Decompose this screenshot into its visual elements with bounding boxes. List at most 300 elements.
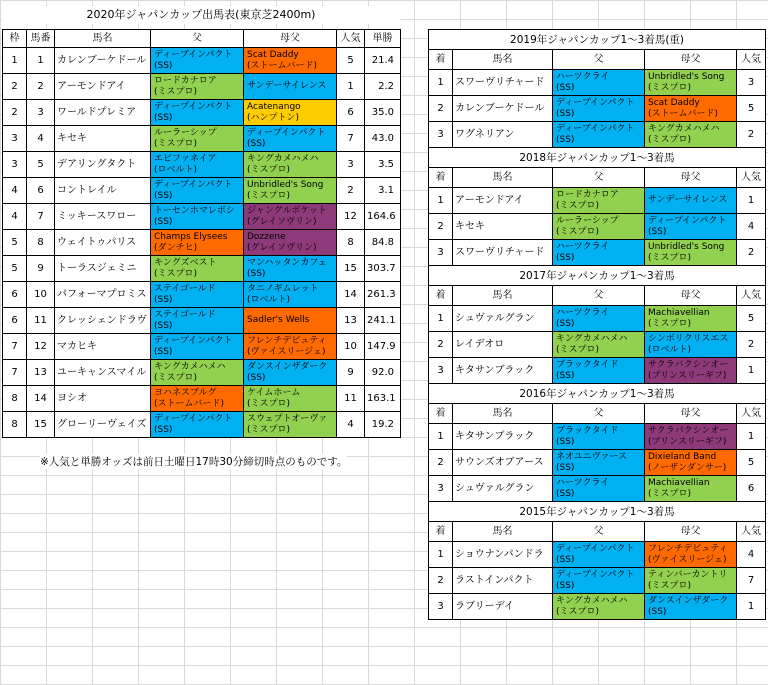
odds-cell: 147.9	[365, 334, 401, 360]
sire-cell-name: ディープインパクト	[556, 569, 635, 580]
waku-cell: 3	[3, 126, 27, 152]
umaban-cell: 11	[27, 308, 55, 334]
dam-sire-cell-name: マンハッタンカフェ	[247, 257, 327, 268]
dam-sire-cell-name: スウェプトオーヴァ	[247, 413, 328, 424]
dam-sire-cell-name: Unbridled's Song	[247, 179, 324, 190]
horse-name-cell: キタサンブラック	[453, 358, 553, 384]
dam-sire-cell	[645, 96, 737, 122]
odds-cell: 21.4	[365, 48, 401, 74]
dam-sire-cell	[645, 306, 737, 332]
entry-row	[3, 178, 401, 204]
dam-sire-cell-line: (プリンスリーギフ)	[648, 436, 727, 447]
section-title-row	[429, 266, 766, 286]
dam-sire-cell-name: Machiavellian	[648, 307, 710, 318]
section-title-row	[429, 30, 766, 50]
header-cell: 馬名	[453, 522, 553, 542]
sire-cell-line: (ミスプロ)	[556, 606, 600, 617]
header-cell: 父	[553, 50, 645, 70]
odds-cell: 92.0	[365, 360, 401, 386]
umaban-cell: 14	[27, 386, 55, 412]
sire-cell-name: ステイゴールド	[154, 309, 216, 320]
sire-cell-line: (ロベルト)	[154, 164, 198, 175]
rank-cell: 1	[429, 542, 453, 568]
sire-cell-line: (SS)	[154, 60, 173, 71]
horse-name-cell: ワールドプレミア	[55, 100, 151, 126]
dam-sire-cell-name: ディープインパクト	[648, 215, 727, 226]
dam-sire-cell	[244, 412, 337, 438]
umaban-cell: 13	[27, 360, 55, 386]
entry-row	[3, 386, 401, 412]
dam-sire-cell-line: (ミスプロ)	[648, 488, 692, 499]
umaban-cell: 7	[27, 204, 55, 230]
popularity-cell: 12	[337, 204, 365, 230]
umaban-cell: 1	[27, 48, 55, 74]
popularity-cell: 11	[337, 386, 365, 412]
rank-cell: 2	[429, 96, 453, 122]
entry-row	[3, 230, 401, 256]
sire-cell-line: (SS)	[154, 320, 173, 331]
sire-cell-line: (ミスプロ)	[154, 138, 198, 149]
sire-cell-line: (SS)	[154, 424, 173, 435]
header-cell: 人気	[737, 168, 766, 188]
popularity-cell: 1	[737, 594, 766, 620]
sire-cell-name: ネオユニヴァース	[556, 451, 628, 462]
rank-cell: 3	[429, 476, 453, 502]
dam-sire-cell-name: Unbridled's Song	[648, 71, 725, 82]
dam-sire-cell-line: (SS)	[247, 138, 266, 149]
past-result-row	[429, 568, 766, 594]
sire-cell-line: (SS)	[556, 318, 575, 329]
sire-cell	[151, 282, 244, 308]
main-title: 2020年ジャパンカップ出馬表(東京芝2400m)	[2, 6, 400, 24]
header-cell: 父	[553, 522, 645, 542]
dam-sire-cell-line: (SS)	[247, 372, 266, 383]
sire-cell-name: ブラックタイド	[556, 359, 619, 370]
past-results-table	[428, 29, 766, 148]
dam-sire-cell-line: (ミスプロ)	[247, 398, 291, 409]
header-cell: 着	[429, 168, 453, 188]
odds-cell: 2.2	[365, 74, 401, 100]
waku-cell: 2	[3, 74, 27, 100]
header-cell: 馬名	[453, 50, 553, 70]
waku-cell: 8	[3, 386, 27, 412]
waku-cell: 5	[3, 230, 27, 256]
header-cell: 馬番	[27, 30, 55, 48]
popularity-cell: 6	[337, 100, 365, 126]
horse-name-cell: コントレイル	[55, 178, 151, 204]
horse-name-cell: キセキ	[55, 126, 151, 152]
header-cell: 馬名	[55, 30, 151, 48]
waku-cell: 5	[3, 256, 27, 282]
past-results-table	[428, 383, 766, 502]
popularity-cell: 1	[337, 74, 365, 100]
rank-cell: 3	[429, 122, 453, 148]
dam-sire-cell-name: フレンチデピュティ	[247, 335, 327, 346]
entry-row	[3, 74, 401, 100]
sire-cell-line: (SS)	[556, 462, 575, 473]
waku-cell: 6	[3, 308, 27, 334]
past-result-row	[429, 594, 766, 620]
horse-name-cell: スワーヴリチャード	[453, 240, 553, 266]
past-header-row	[429, 168, 766, 188]
dam-sire-cell	[645, 450, 737, 476]
dam-sire-cell-line: (SS)	[648, 226, 667, 237]
header-cell: 単勝	[365, 30, 401, 48]
dam-sire-cell-line: (ミスプロ)	[247, 424, 291, 435]
dam-sire-cell-name: サクラバクシンオー	[648, 359, 729, 370]
dam-sire-cell	[645, 358, 737, 384]
sire-cell-name: Champs Elysees	[154, 231, 228, 242]
horse-name-cell: アーモンドアイ	[55, 74, 151, 100]
odds-cell: 84.8	[365, 230, 401, 256]
sire-cell	[151, 48, 244, 74]
odds-cell: 3.5	[365, 152, 401, 178]
sire-cell-line: (SS)	[556, 554, 575, 565]
horse-name-cell: カレンブーケドール	[453, 96, 553, 122]
dam-sire-cell-line: (ミスプロ)	[648, 134, 692, 145]
sire-cell-line: (ミスプロ)	[556, 226, 600, 237]
dam-sire-cell-line: (SS)	[247, 268, 266, 279]
header-cell: 着	[429, 286, 453, 306]
dam-sire-cell	[645, 70, 737, 96]
popularity-cell: 3	[337, 152, 365, 178]
dam-sire-cell-line: (ミスプロ)	[648, 318, 692, 329]
dam-sire-cell	[645, 476, 737, 502]
odds-cell: 164.6	[365, 204, 401, 230]
sire-cell-name: ハーツクライ	[556, 477, 610, 488]
dam-sire-cell	[244, 386, 337, 412]
rank-cell: 2	[429, 568, 453, 594]
sire-cell-name: ディープインパクト	[556, 543, 635, 554]
past-result-row	[429, 188, 766, 214]
entry-row	[3, 256, 401, 282]
dam-sire-cell-line: (ミスプロ)	[247, 164, 291, 175]
past-result-row	[429, 476, 766, 502]
sire-cell	[553, 332, 645, 358]
popularity-cell: 5	[337, 48, 365, 74]
sire-cell-name: ルーラーシップ	[556, 215, 619, 226]
dam-sire-cell	[645, 122, 737, 148]
popularity-cell: 1	[737, 424, 766, 450]
past-result-row	[429, 542, 766, 568]
sire-cell	[151, 412, 244, 438]
popularity-cell: 2	[737, 122, 766, 148]
rank-cell: 1	[429, 188, 453, 214]
popularity-cell: 8	[337, 230, 365, 256]
waku-cell: 4	[3, 204, 27, 230]
horse-name-cell: ウェイトゥパリス	[55, 230, 151, 256]
odds-cell: 3.1	[365, 178, 401, 204]
horse-name-cell: キタサンブラック	[453, 424, 553, 450]
dam-sire-cell-name: ダンスインザダーク	[648, 595, 729, 606]
header-cell: 父	[553, 168, 645, 188]
section-title-row	[429, 148, 766, 168]
horse-name-cell: シュヴァルグラン	[453, 306, 553, 332]
past-header-row	[429, 522, 766, 542]
sire-cell	[151, 256, 244, 282]
dam-sire-cell-line: (プリンスリーギフ)	[648, 370, 727, 381]
odds-cell: 241.1	[365, 308, 401, 334]
waku-cell: 2	[3, 100, 27, 126]
popularity-cell: 5	[737, 96, 766, 122]
header-cell: 馬名	[453, 168, 553, 188]
sire-cell	[553, 450, 645, 476]
sire-cell	[553, 542, 645, 568]
dam-sire-cell-line: (ヴァイスリージェ)	[247, 346, 326, 357]
entry-row	[3, 360, 401, 386]
header-cell: 母父	[645, 522, 737, 542]
past-result-row	[429, 450, 766, 476]
past-result-row	[429, 332, 766, 358]
past-result-row	[429, 70, 766, 96]
horse-name-cell: キセキ	[453, 214, 553, 240]
horse-name-cell: レイデオロ	[453, 332, 553, 358]
horse-name-cell: デアリングタクト	[55, 152, 151, 178]
umaban-cell: 15	[27, 412, 55, 438]
past-result-row	[429, 424, 766, 450]
entry-row	[3, 334, 401, 360]
sire-cell-name: トーセンホマレボシ	[154, 205, 235, 216]
dam-sire-cell-name: Dozzene	[247, 231, 286, 242]
dam-sire-cell	[645, 542, 737, 568]
dam-sire-cell-line: (ストームバード)	[648, 108, 719, 119]
sire-cell-line: (ミスプロ)	[154, 86, 198, 97]
dam-sire-cell	[244, 100, 337, 126]
sire-cell-name: ステイゴールド	[154, 283, 216, 294]
rank-cell: 1	[429, 306, 453, 332]
header-cell: 母父	[645, 50, 737, 70]
past-result-row	[429, 122, 766, 148]
dam-sire-cell-name: サンデーサイレンス	[648, 195, 728, 205]
sire-cell	[151, 178, 244, 204]
dam-sire-cell-name: Acatenango	[247, 101, 301, 112]
popularity-cell: 5	[737, 306, 766, 332]
section-title: 2018年ジャパンカップ1～3着馬	[429, 148, 766, 168]
past-result-row	[429, 96, 766, 122]
header-cell: 母父	[645, 286, 737, 306]
header-cell: 着	[429, 522, 453, 542]
popularity-cell: 1	[737, 358, 766, 384]
section-title: 2015年ジャパンカップ1～3着馬	[429, 502, 766, 522]
section-title-row	[429, 384, 766, 404]
entry-row	[3, 100, 401, 126]
dam-sire-cell-name: タニノギムレット	[247, 283, 319, 294]
sire-cell	[553, 358, 645, 384]
popularity-cell: 5	[737, 450, 766, 476]
entry-row	[3, 308, 401, 334]
rank-cell: 1	[429, 70, 453, 96]
odds-note: ※人気と単勝オッズは前日土曜日17時30分締切時点のものです。	[40, 456, 348, 468]
dam-sire-cell	[244, 152, 337, 178]
dam-sire-cell-line: (ミスプロ)	[648, 580, 692, 591]
dam-sire-cell-line: (ミスプロ)	[247, 190, 291, 201]
past-header-row	[429, 50, 766, 70]
dam-sire-cell-line: (SS)	[648, 606, 667, 617]
sire-cell	[151, 308, 244, 334]
entries-header-row	[3, 30, 401, 48]
dam-sire-cell-name: サクラバクシンオー	[648, 425, 729, 436]
dam-sire-cell-name: Scat Daddy	[247, 49, 299, 60]
past-header-row	[429, 286, 766, 306]
popularity-cell: 7	[337, 126, 365, 152]
waku-cell: 7	[3, 360, 27, 386]
entry-row	[3, 126, 401, 152]
sire-cell	[151, 386, 244, 412]
sire-cell	[553, 96, 645, 122]
sire-cell-line: (SS)	[556, 580, 575, 591]
horse-name-cell: ショウナンパンドラ	[453, 542, 553, 568]
sire-cell-name: ハーツクライ	[556, 241, 610, 252]
sire-cell-name: ロードカナロア	[556, 189, 619, 200]
dam-sire-cell-name: ダンスインザダーク	[247, 361, 328, 372]
dam-sire-cell-name: ティンバーカントリ	[648, 569, 728, 580]
sire-cell-line: (SS)	[556, 134, 575, 145]
horse-name-cell: トーラスジェミニ	[55, 256, 151, 282]
header-cell: 母父	[645, 168, 737, 188]
entry-row	[3, 204, 401, 230]
dam-sire-cell-name: Machiavellian	[648, 477, 710, 488]
popularity-cell: 10	[337, 334, 365, 360]
dam-sire-cell	[244, 230, 337, 256]
sire-cell-line: (SS)	[154, 216, 173, 227]
dam-sire-cell	[244, 126, 337, 152]
popularity-cell: 4	[737, 214, 766, 240]
sire-cell-name: ディープインパクト	[154, 413, 233, 424]
header-cell: 人気	[737, 522, 766, 542]
dam-sire-cell-name: キングカメハメハ	[648, 123, 720, 134]
past-results-table	[428, 265, 766, 384]
dam-sire-cell-name: サンデーサイレンス	[247, 81, 327, 91]
odds-cell: 303.7	[365, 256, 401, 282]
header-cell: 父	[553, 404, 645, 424]
umaban-cell: 9	[27, 256, 55, 282]
rank-cell: 2	[429, 214, 453, 240]
dam-sire-cell-name: ケイムホーム	[247, 387, 301, 398]
dam-sire-cell	[244, 282, 337, 308]
rank-cell: 3	[429, 594, 453, 620]
dam-sire-cell	[244, 178, 337, 204]
entry-row	[3, 412, 401, 438]
dam-sire-cell-line: (ミスプロ)	[648, 252, 692, 263]
past-result-row	[429, 240, 766, 266]
past-result-row	[429, 358, 766, 384]
past-results-table	[428, 501, 766, 620]
dam-sire-cell-name: シンボリクリスエス	[648, 333, 729, 344]
dam-sire-cell	[244, 334, 337, 360]
rank-cell: 2	[429, 450, 453, 476]
umaban-cell: 12	[27, 334, 55, 360]
sire-cell	[553, 188, 645, 214]
dam-sire-cell	[645, 240, 737, 266]
popularity-cell: 6	[737, 476, 766, 502]
umaban-cell: 8	[27, 230, 55, 256]
dam-sire-cell	[244, 308, 337, 334]
dam-sire-cell-name: フレンチデピュティ	[648, 543, 728, 554]
popularity-cell: 7	[737, 568, 766, 594]
sire-cell-name: キングカメハメハ	[154, 361, 226, 372]
dam-sire-cell-name: ジャングルポケット	[247, 205, 327, 216]
sire-cell-name: エピファネイア	[154, 153, 217, 164]
dam-sire-cell-name: Sadler's Wells	[247, 315, 310, 325]
popularity-cell: 14	[337, 282, 365, 308]
sire-cell-line: (ミスプロ)	[556, 200, 600, 211]
dam-sire-cell-line: (グレイソヴリン)	[247, 242, 317, 253]
sire-cell-line: (ミスプロ)	[154, 268, 198, 279]
entry-row	[3, 282, 401, 308]
popularity-cell: 9	[337, 360, 365, 386]
waku-cell: 3	[3, 152, 27, 178]
sire-cell-name: キングズベスト	[154, 257, 217, 268]
rank-cell: 3	[429, 240, 453, 266]
sire-cell-line: (SS)	[556, 252, 575, 263]
odds-cell: 261.3	[365, 282, 401, 308]
horse-name-cell: ミッキースワロー	[55, 204, 151, 230]
sire-cell-name: ディープインパクト	[556, 97, 635, 108]
header-cell: 母父	[645, 404, 737, 424]
sire-cell	[151, 204, 244, 230]
horse-name-cell: サウンズオブアース	[453, 450, 553, 476]
rank-cell: 1	[429, 424, 453, 450]
dam-sire-cell	[244, 360, 337, 386]
entry-row	[3, 152, 401, 178]
sire-cell-line: (SS)	[154, 294, 173, 305]
odds-cell: 35.0	[365, 100, 401, 126]
header-cell: 人気	[737, 404, 766, 424]
horse-name-cell: アーモンドアイ	[453, 188, 553, 214]
umaban-cell: 10	[27, 282, 55, 308]
dam-sire-cell-line: (ハンプトン)	[247, 112, 300, 123]
header-cell: 着	[429, 404, 453, 424]
sire-cell-line: (SS)	[556, 370, 575, 381]
sire-cell	[553, 214, 645, 240]
dam-sire-cell	[645, 214, 737, 240]
sire-cell	[553, 240, 645, 266]
sire-cell	[553, 122, 645, 148]
sire-cell-line: (SS)	[154, 190, 173, 201]
header-cell: 枠	[3, 30, 27, 48]
rank-cell: 3	[429, 358, 453, 384]
dam-sire-cell	[244, 74, 337, 100]
header-cell: 人気	[337, 30, 365, 48]
dam-sire-cell	[645, 594, 737, 620]
dam-sire-cell-line: (グレイソヴリン)	[247, 216, 317, 227]
horse-name-cell: ユーキャンスマイル	[55, 360, 151, 386]
dam-sire-cell-line: (ロベルト)	[247, 294, 291, 305]
section-title: 2016年ジャパンカップ1～3着馬	[429, 384, 766, 404]
sire-cell	[553, 70, 645, 96]
odds-cell: 43.0	[365, 126, 401, 152]
sire-cell	[553, 568, 645, 594]
dam-sire-cell	[244, 48, 337, 74]
section-title: 2017年ジャパンカップ1～3着馬	[429, 266, 766, 286]
sire-cell-name: ディープインパクト	[154, 179, 233, 190]
popularity-cell: 3	[737, 70, 766, 96]
sire-cell-line: (SS)	[154, 112, 173, 123]
header-cell: 馬名	[453, 286, 553, 306]
sire-cell	[553, 476, 645, 502]
dam-sire-cell-name: ディープインパクト	[247, 127, 326, 138]
umaban-cell: 6	[27, 178, 55, 204]
sire-cell-line: (SS)	[556, 82, 575, 93]
horse-name-cell: ラブリーデイ	[453, 594, 553, 620]
sire-cell	[553, 306, 645, 332]
umaban-cell: 2	[27, 74, 55, 100]
dam-sire-cell-line: (ストームバード)	[247, 60, 318, 71]
header-cell: 父	[553, 286, 645, 306]
horse-name-cell: カレンブーケドール	[55, 48, 151, 74]
sire-cell	[151, 334, 244, 360]
sire-cell-line: (SS)	[556, 488, 575, 499]
